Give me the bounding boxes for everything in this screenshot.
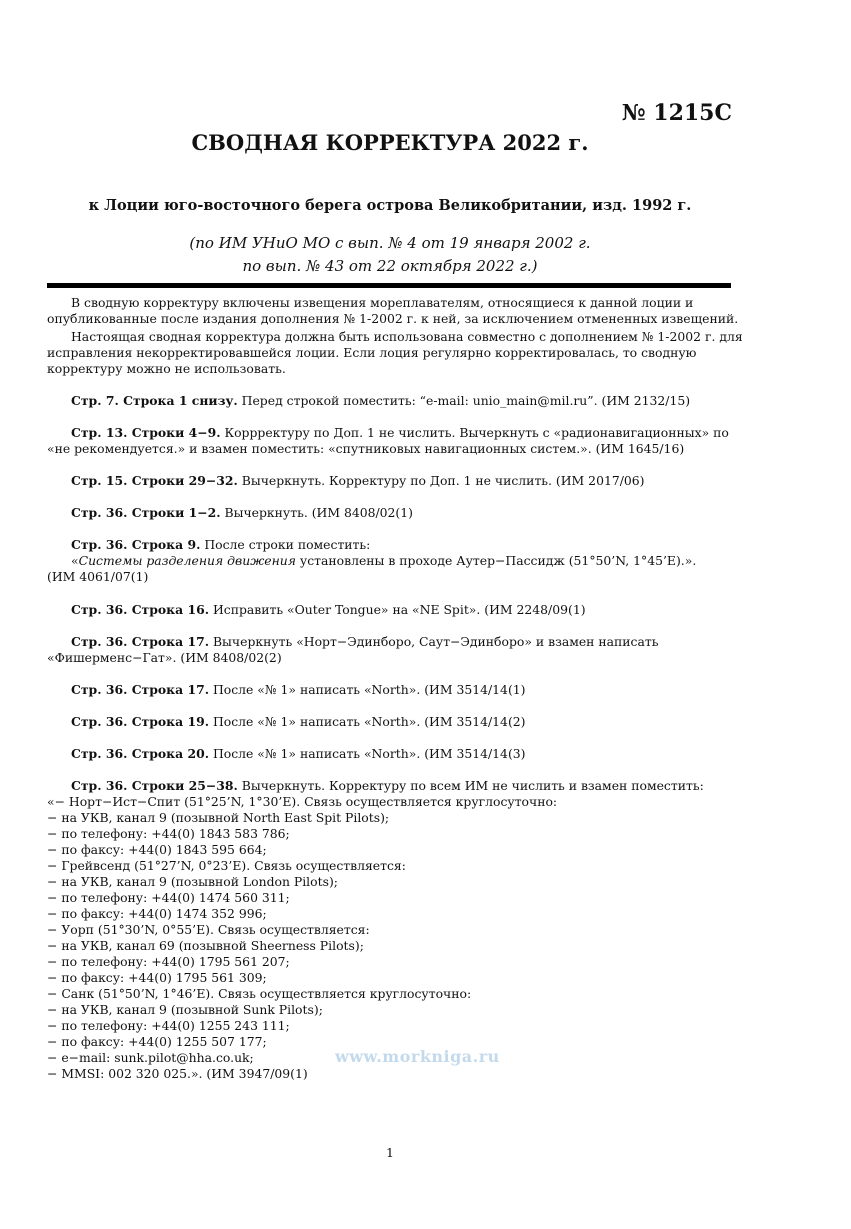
pilots-list-line: − Уорп (51°30’N, 0°55’E). Связь осуществляется: [47, 922, 370, 937]
pilots-list-line: − Грейвсенд (51°27’N, 0°23’E). Связь осуществляется: [47, 858, 406, 873]
entry-reference: Стр. 36. Строка 19. [71, 714, 210, 729]
entry-italic-term: Системы разделения движения [78, 553, 296, 568]
pilots-list-line: − по факсу: +44(0) 1843 595 664; [47, 842, 267, 857]
pilots-list-line: «− Норт−Ист−Спит (51°25’N, 1°30’E). Связь осуществляется круглосуточно: [47, 794, 558, 809]
header-rule [47, 283, 731, 288]
entry-text: Вычеркнуть «Норт−Эдинборо, Саут−Эдинборо» и взамен написать [209, 634, 659, 649]
pilots-list-line: − по факсу: +44(0) 1474 352 996; [47, 906, 267, 921]
correction-entry [47, 505, 731, 521]
correction-entry [47, 602, 731, 618]
correction-entry [47, 746, 731, 762]
pilots-list-line: − Санк (51°50’N, 1°46’E). Связь осуществляется круглосуточно: [47, 986, 472, 1001]
page-number: 1 [386, 1145, 394, 1160]
entry-reference: Стр. 36. Строки 1−2. [71, 505, 221, 520]
entry-reference: Стр. 36. Строки 25−38. [71, 778, 238, 793]
intro-p2-line-3: корректуру можно не использовать. [47, 361, 286, 376]
entry-text: Вычеркнуть. Корректуру по Доп. 1 не числить. (ИМ 2017/06) [237, 473, 645, 488]
source-line-2: по вып. № 43 от 22 октября 2022 г.) [242, 257, 538, 275]
correction-entry [47, 682, 731, 698]
intro-p1-line-2: опубликованные после издания дополнения № 1-2002 г. к ней, за исключением отмененных извещений. [47, 311, 739, 326]
pilots-list-line: − MMSI: 002 320 025.». (ИМ 3947/09(1) [47, 1066, 308, 1081]
entry-text: Вычеркнуть. Корректуру по всем ИМ не числить и взамен поместить: [237, 778, 704, 793]
entry-reference: Стр. 7. Строка 1 снизу. [71, 393, 238, 408]
pilots-list-line: − на УКВ, канал 9 (позывной North East Spit Pilots); [47, 810, 390, 825]
entry-text: Вычеркнуть. (ИМ 8408/02(1) [220, 505, 413, 520]
entry-text: Перед строкой поместить: “e-mail: unio_main@mil.ru”. (ИМ 2132/15) [237, 393, 691, 408]
entry-reference: Стр. 36. Строка 20. [71, 746, 210, 761]
entry-reference: Стр. 15. Строки 29−32. [71, 473, 238, 488]
pilots-list-line: − по факсу: +44(0) 1795 561 309; [47, 970, 267, 985]
entry-text: Коррректуру по Доп. 1 не числить. Вычеркнуть с «радионавигационных» по [220, 425, 729, 440]
page-title: СВОДНАЯ КОРРЕКТУРА 2022 г. [191, 130, 589, 155]
entry-reference: Стр. 36. Строка 9. [71, 537, 201, 552]
pilots-list-line: − по факсу: +44(0) 1255 507 177; [47, 1034, 267, 1049]
entry-text: Исправить «Outer Tongue» на «NE Spit». (ИМ 2248/09(1) [209, 602, 586, 617]
source-line-1: (по ИМ УНиО МО с вып. № 4 от 19 января 2002 г. [189, 234, 591, 252]
pilots-list-line: − по телефону: +44(0) 1474 560 311; [47, 890, 290, 905]
correction-entry [47, 778, 731, 1082]
intro-paragraph-2 [47, 329, 743, 377]
pilots-list-line: − по телефону: +44(0) 1255 243 111; [47, 1018, 290, 1033]
watermark: www.morkniga.ru [335, 1047, 500, 1066]
pilots-list-line: − на УКВ, канал 9 (позывной London Pilots); [47, 874, 338, 889]
entry-continuation: «Фишерменс−Гат». (ИМ 8408/02(2) [47, 650, 282, 665]
pilots-list [47, 794, 731, 1082]
correction-entry [47, 634, 731, 666]
correction-entry [47, 714, 731, 730]
entry-quote-open: « [71, 553, 79, 568]
intro-p2-line-1: Настоящая сводная корректура должна быть использована совместно с дополнением № 1-2002 г. для [71, 329, 743, 344]
pilots-list-line: − e−mail: sunk.pilot@hha.co.uk; [47, 1050, 254, 1065]
correction-entry [47, 425, 731, 457]
entry-reference: Стр. 36. Строка 17. [71, 634, 210, 649]
entry-reference: Стр. 13. Строки 4−9. [71, 425, 221, 440]
document-number: № 1215С [621, 100, 732, 126]
correction-entry [47, 473, 731, 489]
pilots-list-line: − на УКВ, канал 69 (позывной Sheerness Pilots); [47, 938, 364, 953]
entry-continuation: установлены в проходе Аутер−Пассидж (51°50’N, 1°45’E).». [295, 553, 697, 568]
correction-entry [47, 393, 731, 409]
entry-text: После «№ 1» написать «North». (ИМ 3514/14(3) [209, 746, 526, 761]
entry-reference: Стр. 36. Строка 17. [71, 682, 210, 697]
pilots-list-line: − по телефону: +44(0) 1795 561 207; [47, 954, 290, 969]
document-subtitle: к Лоции юго-восточного берега острова Великобритании, изд. 1992 г. [88, 197, 692, 214]
entry-text: После «№ 1» написать «North». (ИМ 3514/14(2) [209, 714, 526, 729]
entry-continuation: «не рекомендуется.» и взамен поместить: «спутниковых навигационных систем.». (ИМ 1645/16) [47, 441, 685, 456]
intro-paragraph-1 [47, 295, 739, 327]
entry-text: После строки поместить: [200, 537, 371, 552]
pilots-list-line: − на УКВ, канал 9 (позывной Sunk Pilots); [47, 1002, 323, 1017]
entry-continuation-2: (ИМ 4061/07(1) [47, 569, 149, 584]
pilots-list-line: − по телефону: +44(0) 1843 583 786; [47, 826, 290, 841]
entry-text: После «№ 1» написать «North». (ИМ 3514/14(1) [209, 682, 526, 697]
entry-reference: Стр. 36. Строка 16. [71, 602, 210, 617]
intro-p1-line-1: В сводную корректуру включены извещения мореплавателям, относящиеся к данной лоции и [71, 295, 694, 310]
intro-p2-line-2: исправления некорректировавшейся лоции. Если лоция регулярно корректировалась, то сводную [47, 345, 697, 360]
correction-entry [47, 537, 731, 585]
